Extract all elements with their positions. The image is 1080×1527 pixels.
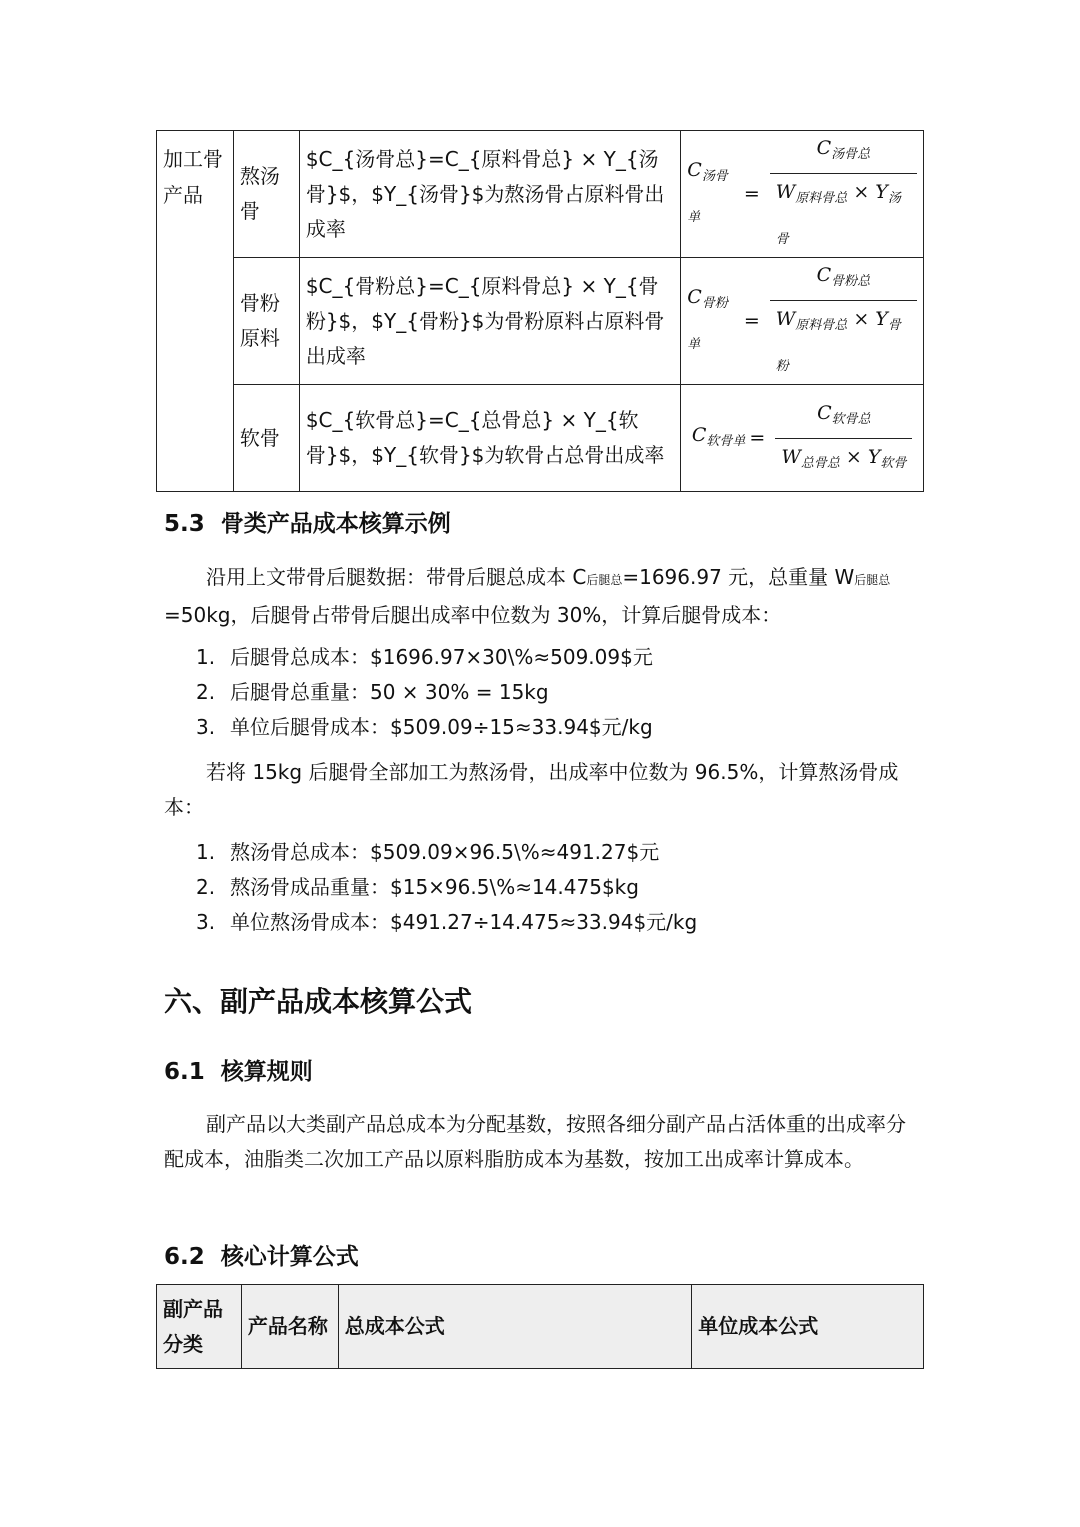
list-item: 2. 熬汤骨成品重量：$15×96.5\%≈14.475$kg — [196, 875, 639, 899]
unit-cost-formula: $C_{骨粉单}$ = $\frac{C_{骨粉总}}{W_{原料骨总} \times Y_{骨粉}}$ — [681, 258, 924, 385]
table-row — [157, 385, 924, 492]
list-item: 3. 单位后腿骨成本：$509.09÷15≈33.94$元/kg — [196, 715, 653, 739]
unit-cost-formula: $C_{汤骨单}$ = $\frac{C_{汤骨总}}{W_{原料骨总} \times Y_{汤骨}}$ — [681, 131, 924, 258]
category-cell-empty — [157, 258, 234, 385]
table-header-row — [157, 1285, 924, 1369]
section-heading-6-2: 6.2 核心计算公式 — [164, 1244, 359, 1270]
list-item: 1. 熬汤骨总成本：$509.09×96.5\%≈491.27$元 — [196, 840, 660, 864]
paragraph-example-intro: 沿用上文带骨后腿数据：带骨后腿总成本 C后腿总=1696.97 元，总重量 W后腿总=50kg，后腿骨占带骨后腿出成率中位数为 30%，计算后腿骨成本： — [164, 565, 891, 627]
header-unit-cost-formula: 单位成本公式 — [692, 1285, 924, 1369]
list-soup-bone-cost — [196, 835, 916, 940]
total-cost-formula: $C_{骨粉总}=C_{原料骨总} × Y_{骨粉}$，$Y_{骨粉}$为骨粉原料占原料骨出成率 — [299, 258, 680, 385]
category-cell: 加工骨产品 — [157, 131, 234, 258]
product-name-cell: 骨粉原料 — [233, 258, 299, 385]
section-heading-5-3: 5.3 骨类产品成本核算示例 — [164, 511, 451, 537]
header-total-cost-formula: 总成本公式 — [338, 1285, 691, 1369]
by-product-formula-table — [156, 1284, 924, 1369]
bone-products-table — [156, 130, 924, 492]
chapter-title-6: 六、副产品成本核算公式 — [164, 985, 473, 1018]
header-product-name: 产品名称 — [241, 1285, 338, 1369]
table-row — [157, 131, 924, 258]
total-cost-formula: $C_{软骨总}=C_{总骨总} × Y_{软骨}$，$Y_{软骨}$为软骨占总骨出成率 — [299, 385, 680, 492]
paragraph-accounting-rules: 副产品以大类副产品总成本为分配基数，按照各细分副产品占活体重的出成率分配成本，油脂类二次加工产品以原料脂肪成本为基数，按加工出成率计算成本。 — [164, 1112, 906, 1171]
list-item: 3. 单位熬汤骨成本：$491.27÷14.475≈33.94$元/kg — [196, 910, 698, 934]
paragraph-soup-bone-intro: 若将 15kg 后腿骨全部加工为熬汤骨，出成率中位数为 96.5%，计算熬汤骨成本： — [164, 760, 899, 819]
unit-cost-formula: $C_{软骨单}$ = $\frac{C_{软骨总}}{W_{总骨总} \times Y_{软骨}}$ — [681, 385, 924, 492]
total-cost-formula: $C_{汤骨总}=C_{原料骨总} × Y_{汤骨}$，$Y_{汤骨}$为熬汤骨占原料骨出成率 — [299, 131, 680, 258]
list-item: 1. 后腿骨总成本：$1696.97×30\%≈509.09$元 — [196, 645, 653, 669]
product-name-cell: 熬汤骨 — [233, 131, 299, 258]
category-cell-empty — [157, 385, 234, 492]
section-heading-6-1: 6.1 核算规则 — [164, 1059, 313, 1085]
product-name-cell: 软骨 — [233, 385, 299, 492]
list-item: 2. 后腿骨总重量：50 × 30% = 15kg — [196, 680, 549, 704]
table-row — [157, 258, 924, 385]
header-category: 副产品分类 — [157, 1285, 242, 1369]
list-leg-bone-cost — [196, 640, 916, 745]
